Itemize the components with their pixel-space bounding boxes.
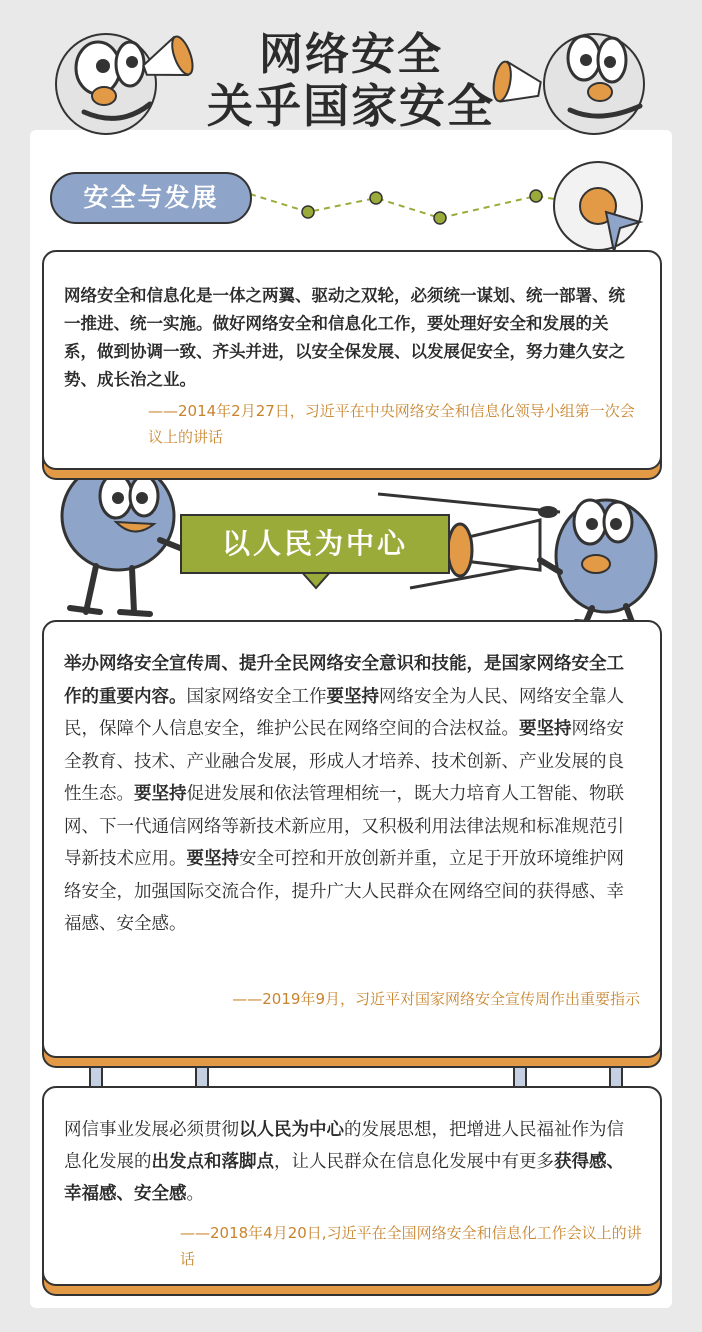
section2-text-run: 网络安全为人民、网络安全靠人民，保障个人信息安全，维护公民在网络空间的合法权益。 [64, 686, 624, 739]
section3-citation: ——2018年4月20日,习近平在全国网络安全和信息化工作会议上的讲话 [180, 1224, 642, 1268]
dot-line-decoration [250, 190, 598, 224]
section3-text-run: 。 [186, 1184, 204, 1204]
section2-text-bold: 要坚持 [326, 686, 379, 707]
page-title-line2: 关乎国家安全 [207, 79, 495, 133]
section2-text-run: 促进发展和依法管理相统一，既大力培育人工智能、物联网、下一代通信网络等新技术新应用，又积极利用法律法规和标准规范引导新技术应用。 [64, 784, 624, 869]
section3-text-bold: 获得感、幸福感、安全感 [64, 1152, 624, 1204]
section3-text-run: ，让人民群众在信息化发展中有更多 [274, 1152, 554, 1172]
page-title-line1: 网络安全 [259, 29, 443, 80]
section2-text-run: 国家网络安全工作 [186, 686, 327, 707]
section2-text [64, 648, 640, 941]
section1-citation: ——2014年2月27日，习近平在中央网络安全和信息化领导小组第一次会议上的讲话 [148, 402, 635, 446]
section3-text-bold: 出发点和落脚点 [151, 1152, 274, 1172]
section1-label: 安全与发展 [50, 172, 252, 224]
section3-text-run: 的发展思想，把增进人民福祉作为信息化发展的 [64, 1120, 624, 1172]
section2-citation: ——2019年9月，习近平对国家网络安全宣传周作出重要指示 [232, 990, 640, 1008]
section2-text-bold: 要坚持 [186, 849, 239, 869]
target-cursor-icon [554, 162, 642, 252]
section3-card [42, 1086, 662, 1286]
section1-card [42, 250, 662, 470]
section2-card [42, 620, 662, 1058]
section3-text-bold: 以人民为中心 [239, 1120, 344, 1140]
mascot-middle-left-icon [62, 462, 190, 614]
section3-text [64, 1114, 640, 1210]
section2-text-bold: 举办网络安全宣传周、提升全民网络安全意识和技能，是国家网络安全工作的重要内容。 [64, 654, 624, 707]
section2-label: 以人民为中心 [180, 514, 450, 574]
section2-text-bold: 要坚持 [134, 784, 187, 804]
section3-text-run: 网信事业发展必须贯彻 [64, 1120, 239, 1140]
section2-text-bold: 要坚持 [519, 719, 572, 739]
section1-quote: 网络安全和信息化是一体之两翼、驱动之双轮，必须统一谋划、统一部署、统一推进、统一实施。做好网络安全和信息化工作，要处理好安全和发展的关系，做到协调一致、齐头并进，以安全保发展、以发展促安全，努力建久安之势、成长治之业。 [64, 286, 625, 389]
section2-text-run: 网络安全教育、技术、产业融合发展，形成人才培养、技术创新、产业发展的良性生态。 [64, 719, 624, 804]
section2-text-run: 安全可控和开放创新并重，立足于开放环境维护网络安全，加强国际交流合作，提升广大人民群众在网络空间的获得感、幸福感、安全感。 [64, 849, 624, 934]
